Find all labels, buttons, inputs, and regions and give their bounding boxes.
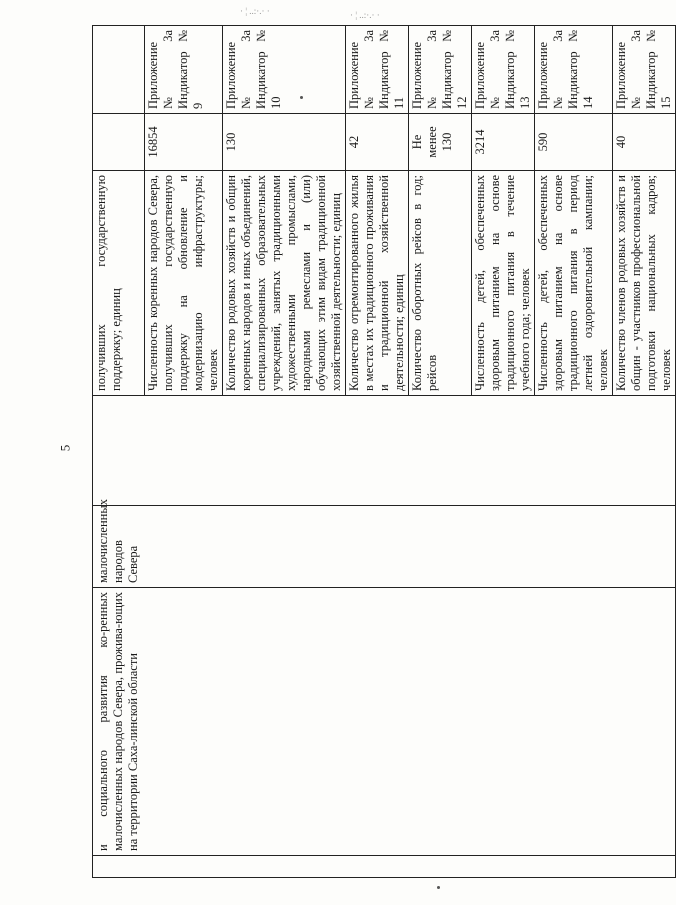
reference-cell: Приложение № 3а Индикатор № 15 <box>613 26 676 114</box>
indicator-cell: Численность детей, обеспеченных здоровым питанием на основе традиционного питания в период летней оздоровительной кампании; человек <box>535 171 613 396</box>
value-cell <box>93 114 145 171</box>
goal-cell: и социального развития ко-ренных малочисленных народов Севера, прожива-ющих на территории Саха-линской области <box>93 588 676 856</box>
reference-cell: Приложение № 3а Индикатор № 10 <box>223 26 346 114</box>
program-indicators-table <box>92 25 676 878</box>
scan-dot <box>300 96 303 99</box>
left-margin-cell <box>93 856 676 878</box>
indicator-cell: Численность детей, обеспеченных здоровым питанием на основе традиционного питания в течение учебного года; человек <box>472 171 535 396</box>
recipients-cell: малочисленных народов Севера <box>93 506 676 588</box>
indicator-cell: Численность коренных народов Севера, получивших государственную поддержку на обновление и модернизацию инфраструктуры; человек <box>145 171 223 396</box>
scan-noise: · ¦ ..:·.· · <box>240 6 270 16</box>
indicator-cell: Количество оборотных рейсов в год; рейсов <box>409 171 472 396</box>
reference-cell: Приложение № 3а Индикатор № 11 <box>346 26 409 114</box>
reference-cell: Приложение № 3а Индикатор № 9 <box>145 26 223 114</box>
value-cell: 3214 <box>472 114 535 171</box>
indicator-cell: получивших государственную поддержку; единиц <box>93 171 145 396</box>
page-number: 5 <box>57 444 73 452</box>
reference-cell: Приложение № 3а Индикатор № 12 <box>409 26 472 114</box>
reference-cell: Приложение № 3а Индикатор № 14 <box>535 26 613 114</box>
reference-cell: Приложение № 3а Индикатор № 13 <box>472 26 535 114</box>
value-cell: 16854 <box>145 114 223 171</box>
indicator-cell: Количество отремонтированного жилья в местах их традиционного проживания и традиционной хозяйственной деятельности; единиц <box>346 171 409 396</box>
indicator-cell: Количество членов родовых хозяйств и общин - участников профессиональной подготовки национальных кадров; человек <box>613 171 676 396</box>
value-cell: Не менее 130 <box>409 114 472 171</box>
scan-dot <box>437 886 440 889</box>
empty-column-cell <box>93 396 676 506</box>
scan-noise-2: · ¦ ..:·.· · <box>350 10 380 20</box>
value-cell: 590 <box>535 114 613 171</box>
reference-cell <box>93 26 145 114</box>
indicator-cell: Количество родовых хозяйств и общин коренных народов и иных объединений, специализированных образовательных учреждений, занятых традиционными художественными промыслами, народными ремеслами и (или) обучающих этим видам традиционной хозяйственной деятельности; единиц <box>223 171 346 396</box>
value-cell: 42 <box>346 114 409 171</box>
rotated-table-container <box>92 26 673 878</box>
table-row-continuation <box>93 26 145 878</box>
value-cell: 130 <box>223 114 346 171</box>
value-cell: 40 <box>613 114 676 171</box>
